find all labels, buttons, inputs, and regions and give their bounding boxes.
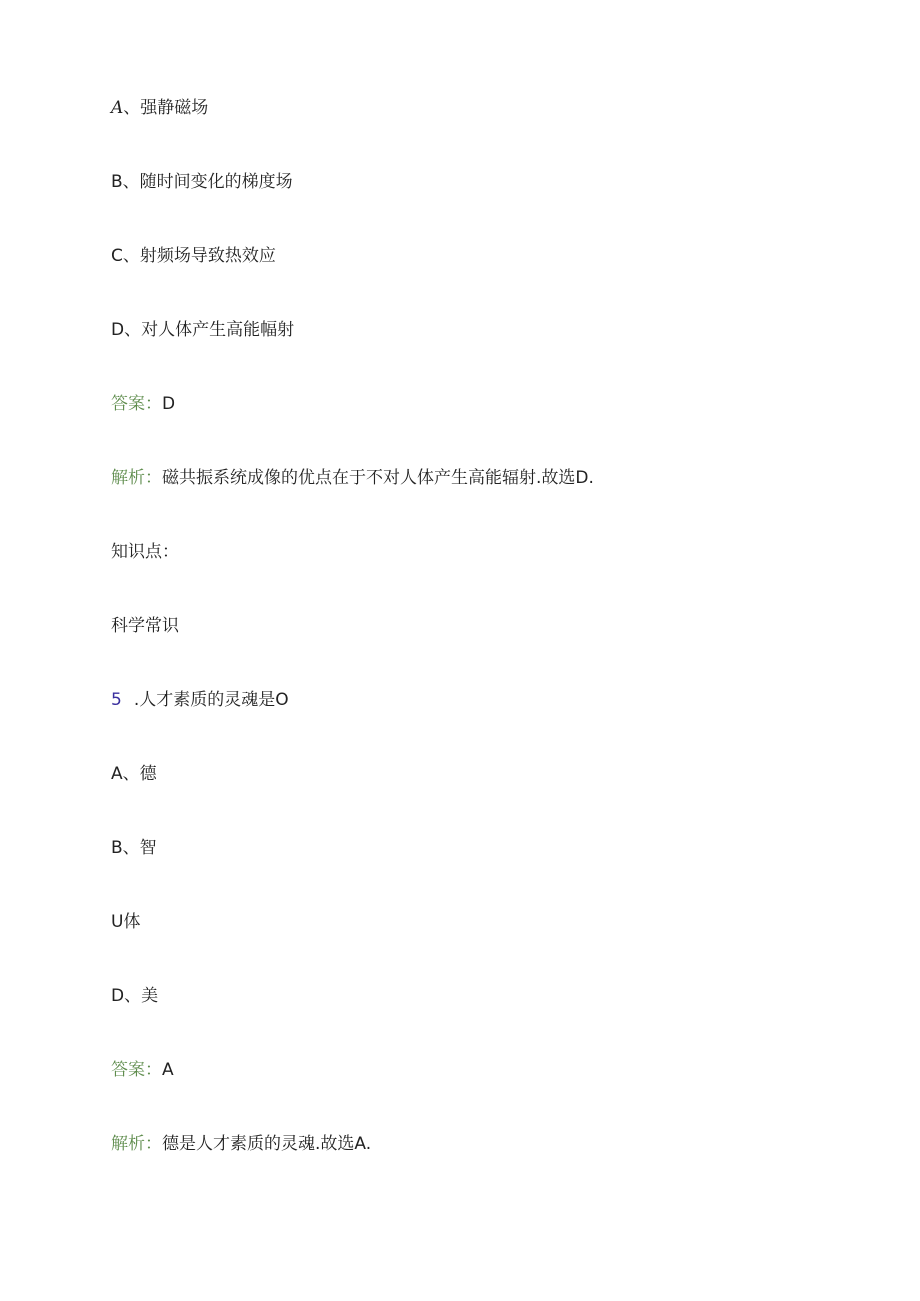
q5-question-text: .人才素质的灵魂是O — [133, 690, 289, 710]
q4-knowledge-value: 科学常识 — [111, 616, 179, 636]
q5-answer-value: A — [162, 1060, 174, 1080]
q4-option-b: B、随时间变化的梯度场 — [111, 172, 293, 192]
q5-option-c: U体 — [111, 912, 141, 932]
q5-question-number: 5 — [111, 690, 122, 710]
q5-answer — [111, 1059, 174, 1081]
q4-answer-value: D — [162, 394, 176, 414]
q4-answer — [111, 393, 175, 415]
q5-question — [111, 689, 289, 711]
q4-knowledge-label: 知识点： — [111, 542, 179, 562]
q4-option-a-text: 、强静磁场 — [123, 98, 209, 118]
q5-option-d: D、美 — [111, 986, 159, 1006]
q4-option-a-letter: A — [111, 98, 124, 118]
q4-answer-label: 答案： — [111, 394, 162, 414]
q5-analysis-value: 德是人才素质的灵魂.故选A. — [162, 1134, 372, 1154]
q5-answer-label: 答案： — [111, 1060, 162, 1080]
q5-analysis-label: 解析： — [111, 1134, 162, 1154]
q4-analysis — [111, 467, 594, 489]
q5-option-a: A、德 — [111, 764, 157, 784]
q4-option-a — [111, 97, 208, 119]
q5-analysis — [111, 1133, 371, 1155]
q5-option-b: B、智 — [111, 838, 157, 858]
q4-option-c: C、射频场导致热效应 — [111, 246, 276, 266]
q4-analysis-label: 解析： — [111, 468, 162, 488]
q4-option-d: D、对人体产生高能幅射 — [111, 320, 295, 340]
q4-analysis-value: 磁共振系统成像的优点在于不对人体产生高能辐射.故选D. — [162, 468, 594, 488]
